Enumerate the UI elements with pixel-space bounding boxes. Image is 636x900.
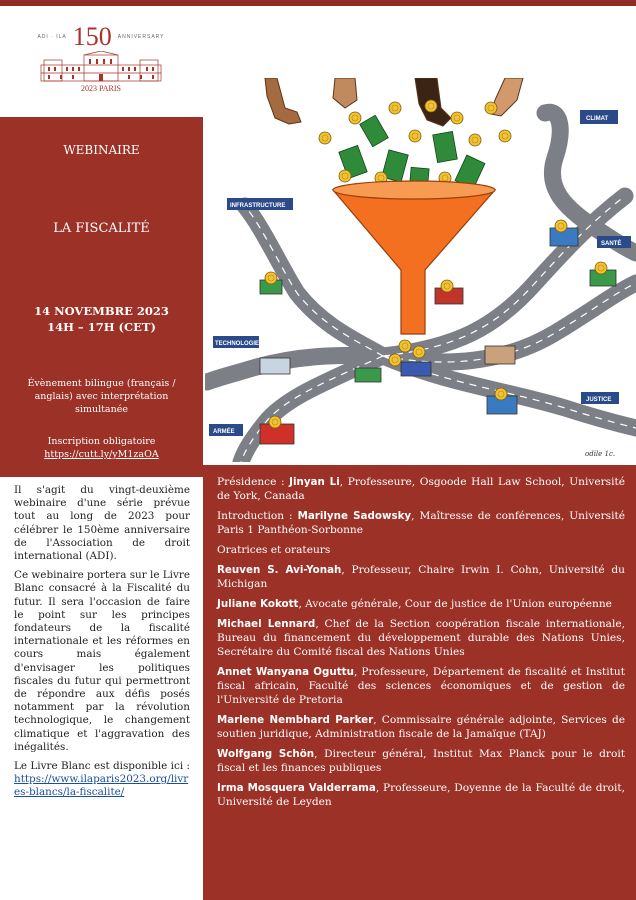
svg-text:TECHNOLOGIE: TECHNOLOGIE — [215, 341, 260, 347]
speaker-name: Wolfgang Schön — [217, 748, 315, 760]
speaker-item — [217, 563, 625, 591]
sign-armee — [209, 424, 243, 436]
description-p2: Ce webinaire portera sur le Livre Blanc consacré à la Fiscalité du futur. Il sera l'occasion de faire le point sur les principes fondateurs de la fiscalité internationale et les réformes en cours mais également d'envisager les politiques fiscales du futur qui permettront de répondre aux défis posés notamment par la révolution technologique, le changement climatique et l'aggravation des inégalités. — [14, 569, 190, 753]
speaker-name: Juliane Kokott — [217, 598, 299, 610]
event-type: WEBINAIRE — [63, 143, 140, 157]
presidence-role: , Professeure, Osgoode Hall Law School, Université de York, Canada — [217, 476, 626, 502]
sign-sante — [597, 236, 631, 248]
speaker-role: , Avocate générale, Cour de justice de l'Union européenne — [298, 598, 612, 610]
svg-text:CLIMAT: CLIMAT — [586, 116, 609, 122]
logo-left-text: ADI · ILA — [37, 34, 67, 40]
speaker-name: Irma Mosquera Valderrama — [217, 782, 376, 794]
speaker-role: , Professeure, Doyenne de la Faculté de droit, Université de Leyden — [217, 782, 625, 808]
registration-link[interactable]: https://cutt.ly/yM1zaOA — [44, 449, 159, 460]
funnel-illustration — [205, 78, 636, 462]
registration — [0, 435, 203, 461]
description-p3 — [14, 760, 190, 800]
speaker-role: , Commissaire générale adjointe, Services de soutien juridique, Administration fiscale de la Jamaïque (TAJ) — [217, 714, 625, 740]
speaker-role: , Directeur général, Institut Max Planck pour le droit fiscal et les finances publiques — [217, 748, 626, 774]
svg-text:JUSTICE: JUSTICE — [586, 397, 612, 403]
speaker-role: , Professeure, Département de fiscalité et Institut fiscal africain, Faculté des sciences économiques et de gestion de l'Université de Pretoria — [217, 666, 626, 706]
bilingual-note: Évènement bilingue (français / anglais) avec interprétation simultanée — [27, 378, 176, 415]
palace-icon — [36, 51, 166, 83]
description-p3-text: Le Livre Blanc est disponible ici : — [14, 760, 190, 773]
svg-text:ARMÉE: ARMÉE — [213, 429, 235, 435]
artist-signature: odile 1c. — [585, 450, 616, 458]
introduction — [217, 509, 625, 537]
speaker-name: Michael Lennard — [217, 618, 316, 630]
logo-city: 2023 PARIS — [81, 84, 121, 93]
speaker-item — [217, 781, 625, 809]
top-bar — [0, 0, 636, 6]
event-datetime — [0, 303, 203, 335]
description-p1: Il s'agit du vingt-deuxième webinaire d'une série prévue tout au long de 2023 pour célébrer le 150ème anniversaire de l'Association de droit international (ADI). — [14, 484, 190, 563]
registration-label: Inscription obligatoire — [47, 436, 156, 447]
logo-number: 150 — [72, 22, 112, 51]
presidence — [217, 475, 625, 503]
speaker-name: Marlene Nembhard Parker — [217, 714, 374, 726]
intro-role: , Maîtresse de conférences, Université Paris 1 Panthéon-Sorbonne — [217, 510, 625, 536]
svg-text:SANTÉ: SANTÉ — [601, 241, 622, 247]
intro-name: Marilyne Sadowsky — [297, 510, 412, 522]
event-info-panel — [0, 117, 203, 477]
speaker-role: , Professeur, Chaire Irwin I. Cohn, Université du Michigan — [217, 564, 625, 590]
event-date: 14 NOVEMBRE 2023 — [34, 304, 169, 318]
white-paper-link[interactable]: https://www.ilaparis2023.org/livres-blancs/la-fiscalite/ — [14, 773, 189, 799]
speakers-heading: Oratrices et orateurs — [217, 544, 331, 556]
sign-technologie — [213, 336, 259, 348]
sign-climat — [580, 110, 618, 124]
speaker-item — [217, 747, 625, 775]
speaker-item — [217, 617, 625, 659]
speakers-list — [217, 475, 625, 815]
sign-justice — [581, 392, 619, 404]
event-title: LA FISCALITÉ — [53, 221, 150, 236]
speaker-item — [217, 597, 625, 611]
event-time: 14H – 17H (CET) — [47, 320, 156, 334]
speaker-name: Annet Wanyana Oguttu — [217, 666, 354, 678]
svg-text:INFRASTRUCTURE: INFRASTRUCTURE — [230, 203, 286, 209]
speaker-item — [217, 665, 625, 707]
speaker-item — [217, 713, 625, 741]
logo-right-text: ANNIVERSARY — [117, 34, 165, 40]
speaker-name: Reuven S. Avi-Yonah — [217, 564, 342, 576]
ila-150-logo — [22, 24, 180, 106]
presidence-label: Présidence : — [217, 476, 290, 488]
speaker-role: , Chef de la Section coopération fiscale internationale, Bureau du financement du développement durable des Nations Unies, Secrétaire du Comité fiscal des Nations Unies — [217, 618, 625, 658]
speakers-panel — [203, 465, 636, 900]
sign-infrastructure — [227, 198, 293, 210]
intro-label: Introduction : — [217, 510, 298, 522]
description — [14, 484, 190, 806]
presidence-name: Jinyan Li — [289, 476, 340, 488]
